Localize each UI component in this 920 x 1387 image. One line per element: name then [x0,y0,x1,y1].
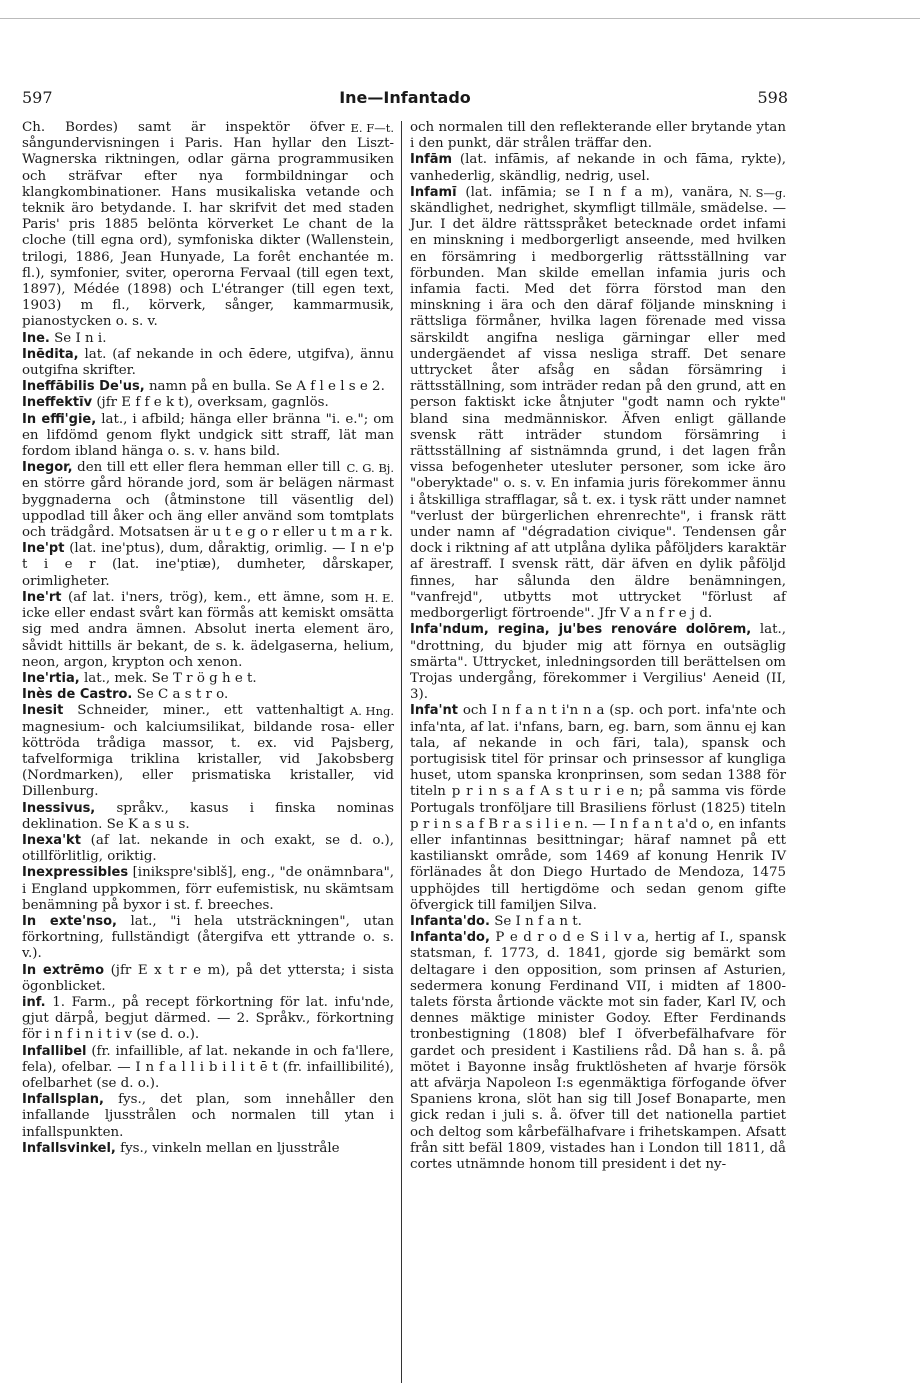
entry-text: den till ett eller flera hemman eller till en större gård hörande jord, som är belägen närmast byggnaderna och (åtminstone till väsentlig del) uppodlad till åker och äng eller använd som tomtplats och trädgård. Motsatsen är u t e g o r eller u t m a r k. [22,460,394,541]
dictionary-entry [22,833,394,865]
dictionary-entry [22,687,394,703]
entry-text: (af lat. nekande in och exakt, se d. o.), otillförlitlig, oriktig. [22,832,394,865]
entry-headword: Infamī [410,184,457,200]
dictionary-entry [22,541,394,590]
page-header [22,88,788,110]
entry-text: Se I n i. [54,330,107,346]
entry-text: (jfr E f f e k t), overksam, gagnlös. [96,395,329,411]
entry-text: språkv., kasus i finska nominas deklination. Se K a s u s. [22,800,394,832]
entry-text: (lat. infāmis, af nekande in och fāma, rykte), vanhederlig, skändlig, nedrig, usel. [410,152,787,184]
entry-headword: Ineffektīv [22,395,93,411]
dictionary-entry [22,865,394,914]
entry-headword: Ine'pt [22,541,65,557]
entry-headword: Infa'nt [410,703,458,719]
entry-text: lat., "drottning, du bjuder mig att förnya en outsäglig smärta". Uttrycket, inledningsorden till berättelsen om Trojas undergång, förekommer i Vergilius' Aeneid (II, 3). [410,622,787,703]
dictionary-entry [410,622,786,703]
dictionary-entry [22,347,394,379]
entry-text: namn på en bulla. Se A f l e l s e 2. [148,379,385,395]
page-number-right: 598 [757,88,788,107]
entry-headword: Inexa'kt [22,832,81,848]
entry-text: Ch. Bordes) samt är inspektör öfver sångundervisningen i Paris. Han hyllar den Liszt-Wagnerska riktningen, odlar gärna programmusiken och sträfvar efter nya formbildningar och klangkombinationer. Hans musikaliska vetande och teknik äro betydande. I. har skrifvit det med staden Paris' pris 1885 belönta körverket Le chant de la cloche (till egna ord), symfoniska dikter (Wallenstein, trilogi, 1886, Jean Hunyade, La forêt enchantée m. fl.), symfonier, sviter, operorna Fervaal (till egen text, 1897), Médée (1898) och L'étranger (till egen text, 1903) m fl., körverk, sånger, kammarmusik, pianostycken o. s. v. [22,120,394,330]
entry-text: lat., "i hela utsträckningen", utan förkortning, fullständigt (återgifva ett yttrande o. s. v.). [22,913,394,962]
page-number-left: 597 [22,88,53,107]
top-rule [0,18,920,19]
entry-text: Se C a s t r o. [136,687,229,703]
dictionary-entry [22,1141,394,1157]
entry-text: [inikspre'siblš], eng., "de onämnbara", i England uppkommen, förr eufemistisk, nu skämtsam benämning på byxor i st. f. breeches. [22,865,394,913]
entry-text: Schneider, miner., ett vattenhaltigt magnesium- och kalciumsilikat, bildande rosa- eller köttröda trådiga massor, t. ex. vid Pajsberg, tafvelformiga triklina kristaller, vid Jakobsberg (Nordmarken), eller prismatiska kristaller, vid Dillenburg. [22,703,394,800]
dictionary-entry [22,120,394,331]
author-signature: H. E. [364,590,394,605]
dictionary-entry [22,1044,394,1093]
author-signature: E. F—t. [350,121,394,135]
author-signature: N. S—g. [738,185,786,200]
entry-headword: Infallsplan, [22,1092,104,1108]
page-title: Ine—Infantado [339,88,471,107]
entry-text: Se I n f a n t. [494,913,582,929]
entry-text: (lat. infāmia; se I n f a m), vanära, skändlighet, nedrighet, skymfligt tillmäle, smädelse. — Jur. I det äldre rättsspråket betecknade ordet infami en minskning i medborgerligt anseende, med hvilken en försämring i medborgerlig rättsställning var förbunden. Man skilde emellan infamia juris och infamia facti. Med det förra förstod man den minskning i ära och den däraf följande minskning i rättsliga förmåner, hvilka lagen förenade med vissa särskildt angifna nesliga gärningar eller med undergäendet af vissa nesliga straff. Det senare uttrycket åter afsåg en sådan försämring i rättsställning, som inträder redan på den grund, att en person faktiskt icke åtnjuter "godt namn och rykte" bland sina medmänniskor. Äfven enligt gällande svensk rätt inträder stundom försämring i rättsställning af sistnämnda grund, i det lagen från vissa befogenheter utesluter personer, som icke äro "oberyktade" o. s. v. En infamia juris förekommer ännu i åtskilliga strafflagar, så t. ex. i tysk rätt under namnet "verlust der bürgerlichen ehrenrechte", i fransk rätt under namn af "dégradation civique". Tendensen går dock i riktning af att utplåna dylika påföljders karaktär af ärestraff. I svensk rätt, där äfven en dylik påföljd finnes, har sålunda den äldre benämningen, "vanfrejd", utbytts mot uttrycket "förlust af medborgerligt förtroende". Jfr V a n f r e j d. [410,184,787,622]
entry-headword: Infanta'do, [410,930,490,946]
dictionary-entry [410,120,786,152]
entry-headword: Infallibel [22,1043,87,1059]
entry-headword: Ine'rtia, [22,670,80,686]
right-column [410,120,786,1173]
entry-headword: Ine'rt [22,589,62,605]
entry-headword: Infallsvinkel, [22,1140,116,1156]
dictionary-entry [22,460,394,541]
dictionary-entry [410,152,786,184]
entry-text: lat., i afbild; hänga eller bränna "i. e."; om en lifdömd genom flykt undgick sitt straff, lät man fordom ibland hänga o. s. v. hans bild. [22,411,394,460]
dictionary-entry [22,1092,394,1141]
entry-headword: Infām [410,152,453,168]
entry-text: och normalen till den reflekterande eller brytande ytan i den punkt, där strålen träffar den. [410,120,786,152]
dictionary-entry [22,379,394,395]
dictionary-entry [410,914,786,930]
dictionary-entry [22,995,394,1044]
author-signature: C. G. Bj. [346,461,394,476]
column-divider [401,121,402,1383]
entry-text: (jfr E x t r e m), på det yttersta; i sista ögonblicket. [22,962,394,994]
author-signature: A. Hng. [349,704,394,719]
entry-text: och I n f a n t i'n n a (sp. och port. infa'nte och infa'nta, af lat. i'nfans, barn, eg. barn, som ännu ej kan tala, af nekande in och fāri, tala), spansk och portugisisk titel för prinsar och prinsessor af kungliga huset, utom spanska kronprinsen, som sedan 1388 för titeln p r i n s a f A s t u r i e n; på samma vis förde Portugals tronföljare till Brasiliens förlust (1825) titeln p r i n s a f B r a s i l i e n. — I n f a n t a'd o, en infants eller infantinnas besittningar; häraf namnet på ett kastilianskt område, som 1469 af konung Henrik IV förlänades åt don Diego Hurtado de Mendoza, 1475 upphöjdes till hertigdöme och sedan genom gifte öfvergick till familjen Silva. [410,703,786,913]
entry-headword: Ineffābilis De'us, [22,379,145,395]
entry-headword: Inessivus, [22,800,96,816]
entry-headword: Inēdita, [22,346,79,362]
entry-text: 1. Farm., på recept förkortning för lat. infu'nde, gjut därpå, begjut därmed. — 2. Språkv., förkortning för i n f i n i t i v (se d. o.). [22,994,395,1043]
dictionary-entry [22,963,394,995]
entry-headword: In exte'nso, [22,913,117,929]
entry-headword: Infa'ndum, regina, ju'bes renováre dolōrem, [410,622,752,638]
dictionary-entry [22,395,394,411]
dictionary-entry [22,412,394,461]
entry-headword: Inesit [22,703,64,719]
entry-headword: Ine. [22,330,50,346]
entry-headword: Inès de Castro. [22,687,133,703]
entry-text: fys., det plan, som innehåller den infallande ljusstrålen och normalen till ytan i infallspunkten. [22,1092,394,1140]
entry-text: (lat. ine'ptus), dum, dåraktig, orimlig. — I n e'p t i e r (lat. ine'ptiæ), dumheter, dårskaper, orimligheter. [22,541,394,589]
dictionary-entry [22,703,394,800]
entry-text: P e d r o d e S i l v a, hertig af I., spansk statsman, f. 1773, d. 1841, gjorde sig bemärkt som deltagare i den opposition, som prinsen af Asturien, sedermera konung Ferdinand VII, i midten af 1800-talets första årtionde väckte mot sin fader, Karl IV, och dennes mäktige minister Godoy. Efter Ferdinands tronbestigning (1808) blef I öfverbefälhafvare för gardet och president i Kastiliens råd. Då han s. å. på mötet i Bayonne insåg fruktlösheten af hvarje försök att afvärja Napoleon I:s egenmäktiga förfogande öfver Spaniens krona, slöt han sig till Josef Bonaparte, men gick redan i juli s. å. öfver till det nationella partiet och deltog som kårbefälhafvare i frihetskampen. Afsatt från sitt befäl 1809, vistades han i London till 1811, då cortes utnämnde honom till president i det ny- [410,930,786,1172]
entry-text: (af lat. i'ners, trög), kem., ett ämne, som icke eller endast svårt kan förmås att kemiskt omsätta sig med andra ämnen. Absolut inerta element äro, såvidt hittills är bekant, de s. k. ädelgaserna, helium, neon, argon, krypton och xenon. [22,589,394,670]
dictionary-entry [22,801,394,833]
entry-headword: Inegor, [22,460,73,476]
left-column [22,120,394,1157]
dictionary-entry [22,331,394,347]
entry-headword: In extrēmo [22,962,105,978]
entry-text: lat. (af nekande in och ēdere, utgifva), ännu outgifna skrifter. [22,346,394,379]
entry-headword: In effi'gie, [22,411,97,427]
entry-headword: Inexpressibles [22,865,129,881]
dictionary-entry [410,930,786,1173]
entry-headword: inf. [22,994,46,1010]
dictionary-entry [410,185,786,622]
dictionary-entry [410,703,786,914]
entry-text: fys., vinkeln mellan en ljusstråle [120,1140,340,1156]
entry-headword: Infanta'do. [410,913,490,929]
dictionary-entry [22,914,394,963]
dictionary-entry [22,590,394,671]
dictionary-entry [22,671,394,687]
entry-text: lat., mek. Se T r ö g h e t. [83,670,257,686]
entry-text: (fr. infaillible, af lat. nekande in och fa'llere, fela), ofelbar. — I n f a l l i b i l i t ē t (fr. infaillibilité), ofelbarhet (se d. o.). [22,1043,394,1091]
